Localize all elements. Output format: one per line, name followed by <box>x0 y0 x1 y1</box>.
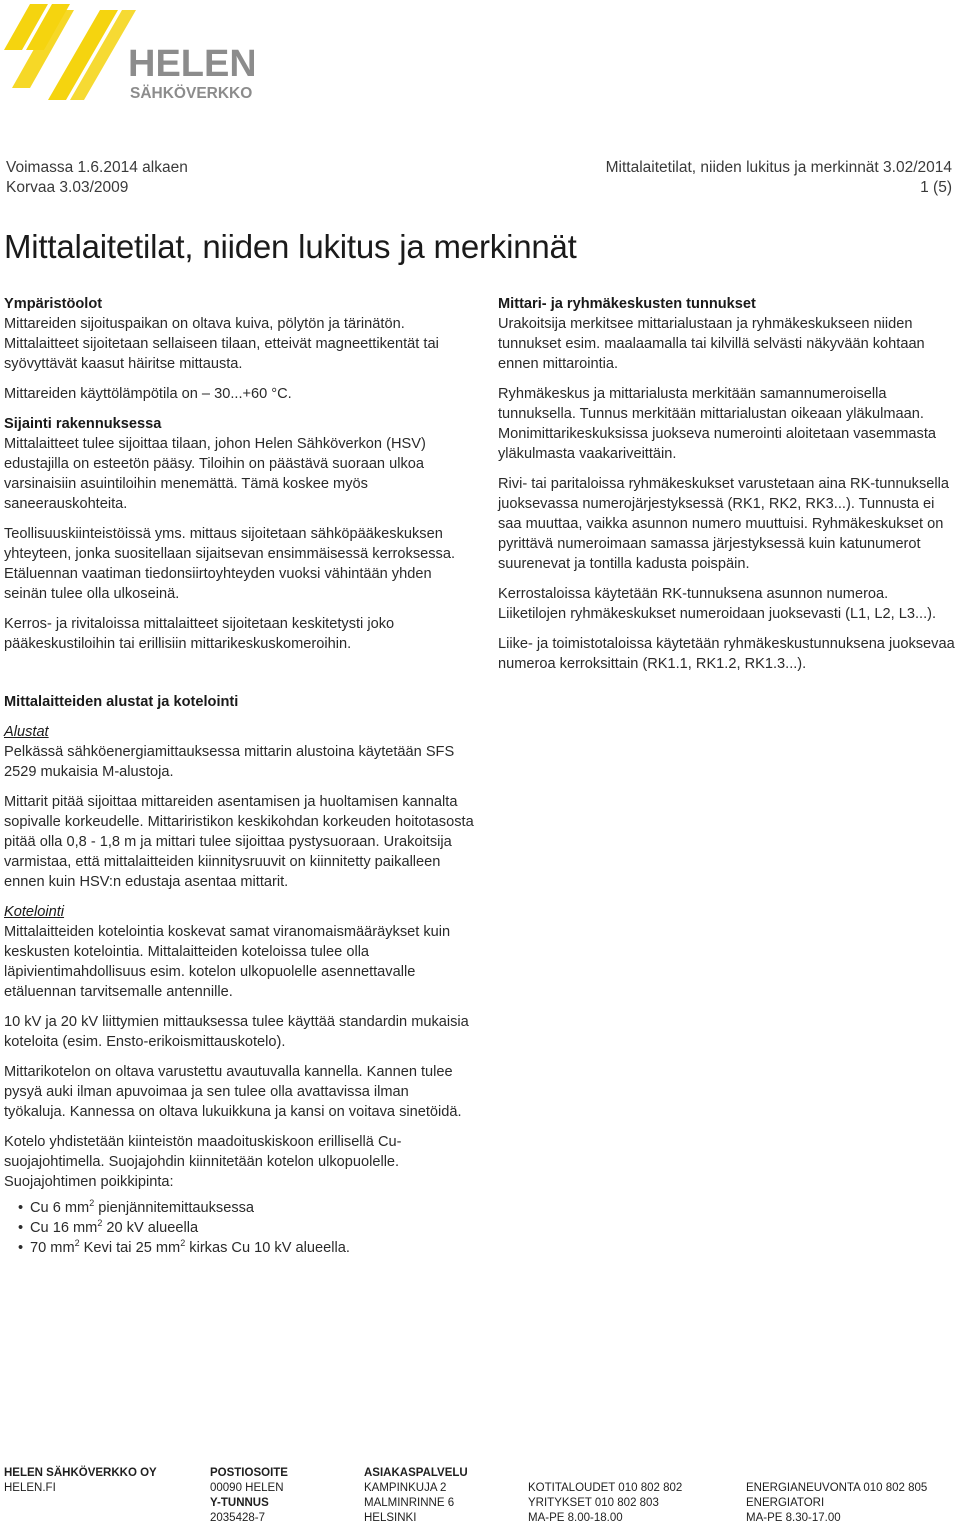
labels-heading: Mittari- ja ryhmäkeskusten tunnukset <box>498 296 756 312</box>
location-heading: Sijainti rakennuksessa <box>4 416 162 432</box>
alustat-p2: Mittarit pitää sijoittaa mittareiden asentamisen ja huoltamisen kannalta sopivalle korkeudelle. Mittariristikon keskikohdan korkeuden hoitotasosta pitää olla 0,8 - 1,8 m ja mittari tulee sijoittaa pystysuoraan. Urakoitsija varmistaa, että mittalaitteiden kiinnitysruuvit on kiinnitetty paikalleen ennen kuin HSV:n edustaja asentaa mittarit. <box>4 794 474 890</box>
location-p1: Mittalaitteet tulee sijoittaa tilaan, johon Helen Sähköverkon (HSV) edustajilla on esteetön pääsy. Tiloihin on päästävä suoraan ulkoa varsinaisiin asuintiloihin menemättä. Tämä koskee myös saneerauskohteita. <box>4 436 426 512</box>
conductor-list <box>4 1198 474 1258</box>
labels-p3: Rivi- tai paritaloissa ryhmäkeskukset varustetaan aina RK-tunnuksella juoksevassa numerojärjestyksessä (RK1, RK2, RK3...). Tunnusta ei saa muuttaa, vaikka asunnon numero muuttuisi. Ryhmäkeskukset on pyrittävä numeroimaan samassa järjestyksessä kuin katunumerot suurenevat ja tontilla kadusta poispäin. <box>498 476 949 572</box>
right-column <box>498 294 960 684</box>
ytunnus-label: Y-TUNNUS <box>210 1497 269 1509</box>
list-item: • Cu 6 $mm^2$ pienjännitemittauksessa <box>20 1198 474 1218</box>
ytunnus: 2035428-7 <box>210 1512 265 1524</box>
kotelointi-p3: Mittarikotelon on oltava varustettu avautuvalla kannella. Kannen tulee pysyä auki ilman apuvoimaa ja sen tulee olla avattavissa ilman työkaluja. Kannessa on oltava lukuikkuna ja kansi on voitava sinetöidä. <box>4 1064 462 1120</box>
footer-company <box>4 1466 157 1496</box>
footer-phones <box>528 1481 682 1526</box>
location-section <box>4 414 474 654</box>
mounting-heading: Mittalaitteiden alustat ja kotelointi <box>4 694 239 710</box>
phone-energy-advice: ENERGIANEUVONTA 010 802 805 <box>746 1482 928 1494</box>
environment-p2: Mittareiden käyttölämpötila on – 30...+60 °C. <box>4 386 292 402</box>
post-label: POSTIOSOITE <box>210 1467 288 1479</box>
labels-p1: Urakoitsija merkitsee mittarialustaan ja ryhmäkeskukseen niiden tunnukset esim. maalaamalla tai kilvillä selvästi näkyvään kohtaan ennen mittarointia. <box>498 316 925 372</box>
energy-tori: ENERGIATORI <box>746 1497 825 1509</box>
hours-1: MA-PE 8.00-18.00 <box>528 1512 623 1524</box>
location-p3: Kerros- ja rivitaloissa mittalaitteet sijoitetaan keskitetysti joko pääkeskustiloihin tai erillisiin mittarikeskuskomeroihin. <box>4 616 395 652</box>
post-address: 00090 HELEN <box>210 1482 284 1494</box>
environment-heading: Ympäristöolot <box>4 296 103 312</box>
kotelointi-p4: Kotelo yhdistetään kiinteistön maadoituskiskoon erillisellä Cu-suojajohtimella. Suojajohdin kiinnitetään kotelon ulkopuolelle. Suojajohtimen poikkipinta: <box>4 1134 402 1190</box>
alustat-heading: Alustat <box>4 724 49 740</box>
company-name: HELEN SÄHKÖVERKKO OY <box>4 1467 157 1479</box>
location-p2: Teollisuuskiinteistöissä yms. mittaus sijoitetaan sähköpääkeskuksen yhteyteen, jonka suositellaan sijaitsevan ensimmäisessä kerroksessa. Etäluennan vaatiman tiedonsiirtoyhteyden vuoksi vähintään yhden seinän tulee olla ulkoseinä. <box>4 526 456 602</box>
phone-companies: YRITYKSET 010 802 803 <box>528 1497 659 1509</box>
replaces: Korvaa 3.03/2009 <box>6 179 129 196</box>
service-addr1: KAMPINKUJA 2 <box>364 1482 447 1494</box>
hours-2: MA-PE 8.30-17.00 <box>746 1512 841 1524</box>
list-item: • 70 $mm^2$ Kevi tai 25 $mm^2$ kirkas Cu 10 kV alueella. <box>20 1238 474 1258</box>
kotelointi-p1: Mittalaitteiden kotelointia koskevat samat viranomaismääräykset kuin keskusten kotelointia. Mittalaitteiden koteloissa tulee olla läpivientimahdollisuus esim. kotelon ulkopuolelle asennettavalle etäluennan tarvitsemalle antennille. <box>4 924 451 1000</box>
left-column <box>4 294 474 664</box>
alustat-p1: Pelkässä sähköenergiamittauksessa mittarin alustoina käytetään SFS 2529 mukaisia M-alustoja. <box>4 744 455 780</box>
page-title: Mittalaitetilat, niiden lukitus ja merkinnät <box>4 228 577 265</box>
company-web[interactable]: HELEN.FI <box>4 1482 56 1494</box>
service-city: HELSINKI <box>364 1512 417 1524</box>
kotelointi-heading: Kotelointi <box>4 904 65 920</box>
doc-ref: Mittalaitetilat, niiden lukitus ja merkinnät 3.02/2014 <box>605 159 952 176</box>
helen-wordmark: HELEN <box>128 43 254 85</box>
environment-p1: Mittareiden sijoituspaikan on oltava kuiva, pölytön ja tärinätön. Mittalaitteet sijoitetaan sellaiseen tilaan, etteivät magneettikentät tai syövyttävät kaasut häiritse mittausta. <box>4 316 439 372</box>
helen-sub-wordmark: SÄHKÖVERKKO <box>130 85 253 100</box>
phone-households: KOTITALOUDET 010 802 802 <box>528 1482 683 1494</box>
mounting-section <box>4 692 474 1258</box>
environment-section <box>4 294 474 404</box>
page-number: 1 (5) <box>920 179 952 196</box>
doc-reference <box>606 158 952 198</box>
footer-energy <box>746 1481 927 1526</box>
list-item: • Cu 16 $mm^2$ 20 kV alueella <box>20 1218 474 1238</box>
labels-p4: Kerrostaloissa käytetään RK-tunnuksena asunnon numeroa. Liiketilojen ryhmäkeskukset numeroidaan juoksevasti (L1, L2, L3...). <box>498 586 937 622</box>
helen-logo <box>4 4 254 100</box>
labels-p5: Liike- ja toimistotaloissa käytetään ryhmäkeskustunnuksena juoksevaa numeroa kerroksittain (RK1.1, RK1.2, RK1.3...). <box>498 636 955 672</box>
labels-p2: Ryhmäkeskus ja mittarialusta merkitään samannumeroisella tunnuksella. Tunnus merkitään mittarialustan oikeaan yläkulmaan. Monimittarikeskuksissa juokseva numerointi aloitetaan vasemmasta yläkulmasta vaakariveittäin. <box>498 386 936 462</box>
doc-validity <box>6 158 188 198</box>
footer-service <box>364 1466 468 1526</box>
service-addr2: MALMINRINNE 6 <box>364 1497 455 1509</box>
helen-logo-mark <box>4 4 254 100</box>
service-label: ASIAKASPALVELU <box>364 1467 468 1479</box>
footer-post <box>210 1466 288 1526</box>
valid-from: Voimassa 1.6.2014 alkaen <box>6 159 188 176</box>
kotelointi-p2: 10 kV ja 20 kV liittymien mittauksessa tulee käyttää standardin mukaisia koteloita (esim. Ensto-erikoismittauskotelo). <box>4 1014 469 1050</box>
